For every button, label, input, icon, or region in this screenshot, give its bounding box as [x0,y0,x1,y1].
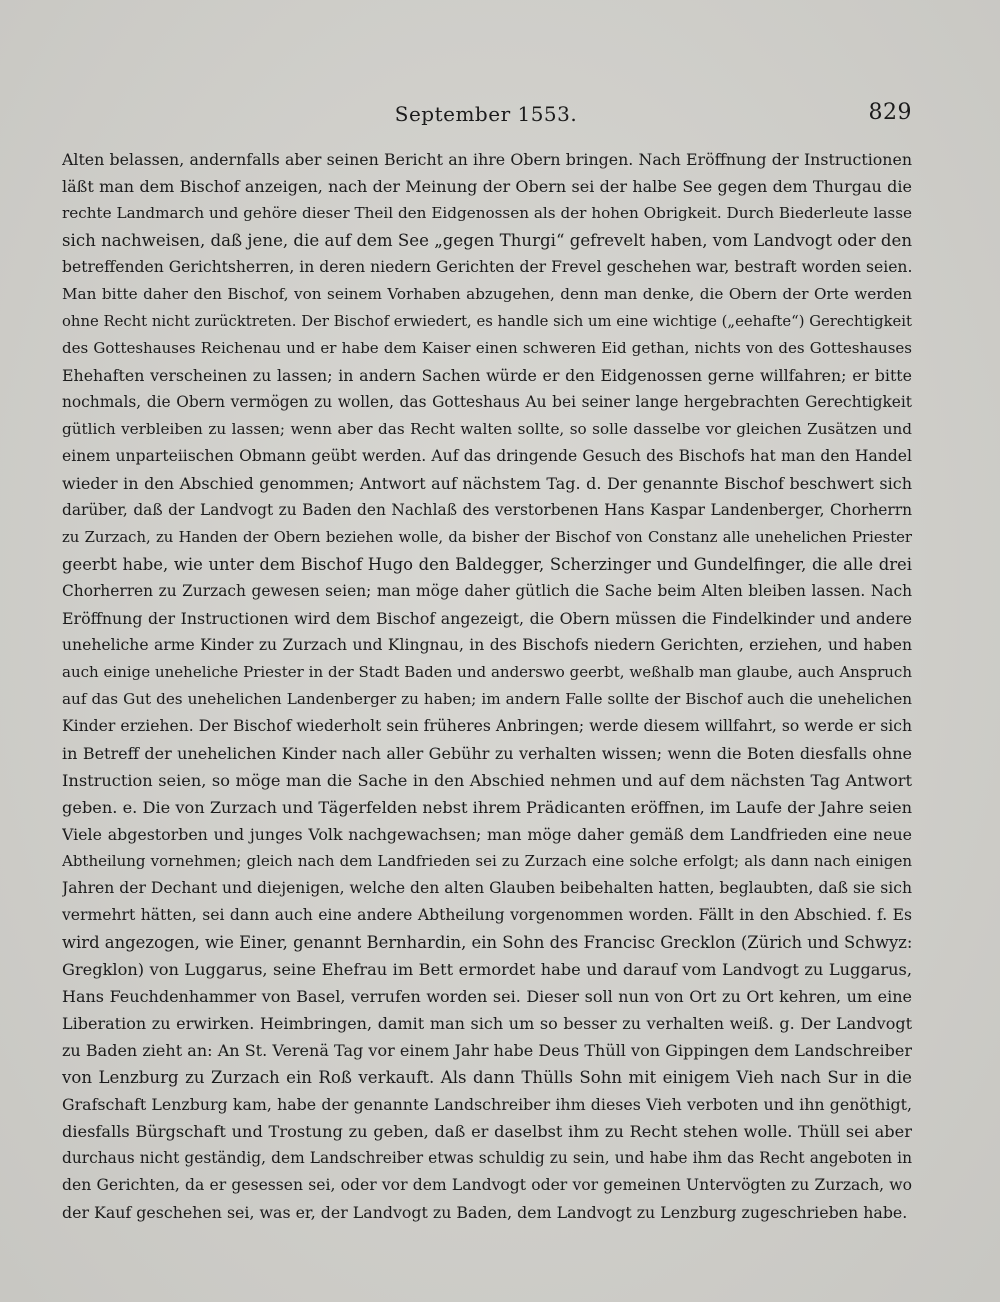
text-line: Eröffnung der Instructionen wird dem Bischof angezeigt, die Obern müssen die Findelkinder und andere [62,609,912,628]
text-line: zu Baden zieht an: An St. Verenä Tag vor einem Jahr habe Deus Thüll von Gippingen dem Landschreiber [62,1041,912,1060]
text-line: der Kauf geschehen sei, was er, der Landvogt zu Baden, dem Landvogt zu Lenzburg zugeschrieben habe. [62,1203,908,1222]
text-line: Gregklon) von Luggarus, seine Ehefrau im Bett ermordet habe und darauf vom Landvogt zu Luggarus, [62,960,912,979]
text-line: Kinder erziehen. Der Bischof wiederholt sein früheres Anbringen; werde diesem willfahrt, so werde er sich [62,717,912,735]
text-line: Ehehaften verscheinen zu lassen; in andern Sachen würde er den Eidgenossen gerne willfahren; er bitte [62,366,912,385]
text-line: Jahren der Dechant und diejenigen, welche den alten Glauben beibehalten hatten, beglaubten, daß sie sich [62,879,912,897]
text-line: läßt man dem Bischof anzeigen, nach der Meinung der Obern sei der halbe See gegen dem Thurgau die [62,177,912,196]
running-head [60,100,912,132]
text-line: sich nachweisen, daß jene, die auf dem See „gegen Thurgi“ gefrevelt haben, vom Landvogt oder den [62,231,912,250]
text-line: durchaus nicht geständig, dem Landschreiber etwas schuldig zu sein, und habe ihm das Recht angeboten in [62,1149,912,1167]
text-line: von Lenzburg zu Zurzach ein Roß verkauft. Als dann Thülls Sohn mit einigem Vieh nach Sur in die [62,1068,912,1087]
body-text [62,146,912,1226]
text-line: wieder in den Abschied genommen; Antwort auf nächstem Tag. d. Der genannte Bischof beschwert sich [62,474,912,493]
text-line: auf das Gut des unehelichen Landenberger zu haben; im andern Falle sollte der Bischof auch die unehelichen [62,690,912,708]
page-header-title: September 1553. [394,102,578,126]
text-line: Abtheilung vornehmen; gleich nach dem Landfrieden sei zu Zurzach eine solche erfolgt; als dann nach einigen [62,852,912,870]
text-line: auch einige uneheliche Priester in der Stadt Baden und anderswo geerbt, weßhalb man glaube, auch Anspruch [62,663,912,681]
text-line: rechte Landmarch und gehöre dieser Theil den Eidgenossen als der hohen Obrigkeit. Durch Biederleute lasse [62,204,912,222]
text-line: diesfalls Bürgschaft und Trostung zu geben, daß er daselbst ihm zu Recht stehen wolle. Thüll sei aber [62,1122,912,1141]
text-line: des Gotteshauses Reichenau und er habe dem Kaiser einen schweren Eid gethan, nichts von des Gotteshauses [62,339,912,357]
text-line: gütlich verbleiben zu lassen; wenn aber das Recht walten sollte, so solle dasselbe vor gleichen Zusätzen und [62,420,912,438]
text-line: einem unparteiischen Obmann geübt werden. Auf das dringende Gesuch des Bischofs hat man den Handel [62,447,912,465]
page-number: 829 [868,100,912,125]
text-line: darüber, daß der Landvogt zu Baden den Nachlaß des verstorbenen Hans Kaspar Landenberger, Chorherrn [62,501,912,519]
text-line: Chorherren zu Zurzach gewesen seien; man möge daher gütlich die Sache beim Alten bleiben lassen. Nach [62,582,912,600]
text-line: zu Zurzach, zu Handen der Obern beziehen wolle, da bisher der Bischof von Constanz alle unehelichen Priester [62,529,912,546]
text-line: den Gerichten, da er gesessen sei, oder vor dem Landvogt oder vor gemeinen Untervögten zu Zurzach, wo [62,1176,912,1194]
text-line: nochmals, die Obern vermögen zu wollen, das Gotteshaus Au bei seiner lange hergebrachten Gerechtigkeit [62,393,912,411]
text-line: geben. e. Die von Zurzach und Tägerfelden nebst ihrem Prädicanten eröffnen, im Laufe der Jahre seien [62,798,912,817]
text-line: Instruction seien, so möge man die Sache in den Abschied nehmen und auf dem nächsten Tag Antwort [62,771,912,790]
text-line: Hans Feuchdenhammer von Basel, verrufen worden sei. Dieser soll nun von Ort zu Ort kehren, um eine [62,987,912,1006]
text-line: Alten belassen, andernfalls aber seinen Bericht an ihre Obern bringen. Nach Eröffnung der Instructionen [62,150,912,169]
text-line: betreffenden Gerichtsherren, in deren niedern Gerichten der Frevel geschehen war, bestraft worden seien. [62,258,912,276]
text-line: Grafschaft Lenzburg kam, habe der genannte Landschreiber ihm dieses Vieh verboten und ihn genöthigt, [62,1095,912,1114]
text-line: in Betreff der unehelichen Kinder nach aller Gebühr zu verhalten wissen; wenn die Boten diesfalls ohne [62,744,912,763]
text-line: Viele abgestorben und junges Volk nachgewachsen; man möge daher gemäß dem Landfrieden eine neue [62,825,912,844]
text-line: geerbt habe, wie unter dem Bischof Hugo den Baldegger, Scherzinger und Gundelfinger, die alle drei [62,555,912,574]
text-line: wird angezogen, wie Einer, genannt Bernhardin, ein Sohn des Francisc Grecklon (Zürich und Schwyz: [62,933,912,952]
text-line: uneheliche arme Kinder zu Zurzach und Klingnau, in des Bischofs niedern Gerichten, erziehen, und haben [62,636,912,654]
text-line: Man bitte daher den Bischof, von seinem Vorhaben abzugehen, denn man denke, die Obern der Orte werden [62,285,912,303]
text-line: Liberation zu erwirken. Heimbringen, damit man sich um so besser zu verhalten weiß. g. Der Landvogt [62,1014,912,1033]
text-line: vermehrt hätten, sei dann auch eine andere Abtheilung vorgenommen worden. Fällt in den Abschied. f. Es [62,906,912,924]
text-line: ohne Recht nicht zurücktreten. Der Bischof erwiedert, es handle sich um eine wichtige („eehafte“) Gerechtigkeit [62,313,912,330]
